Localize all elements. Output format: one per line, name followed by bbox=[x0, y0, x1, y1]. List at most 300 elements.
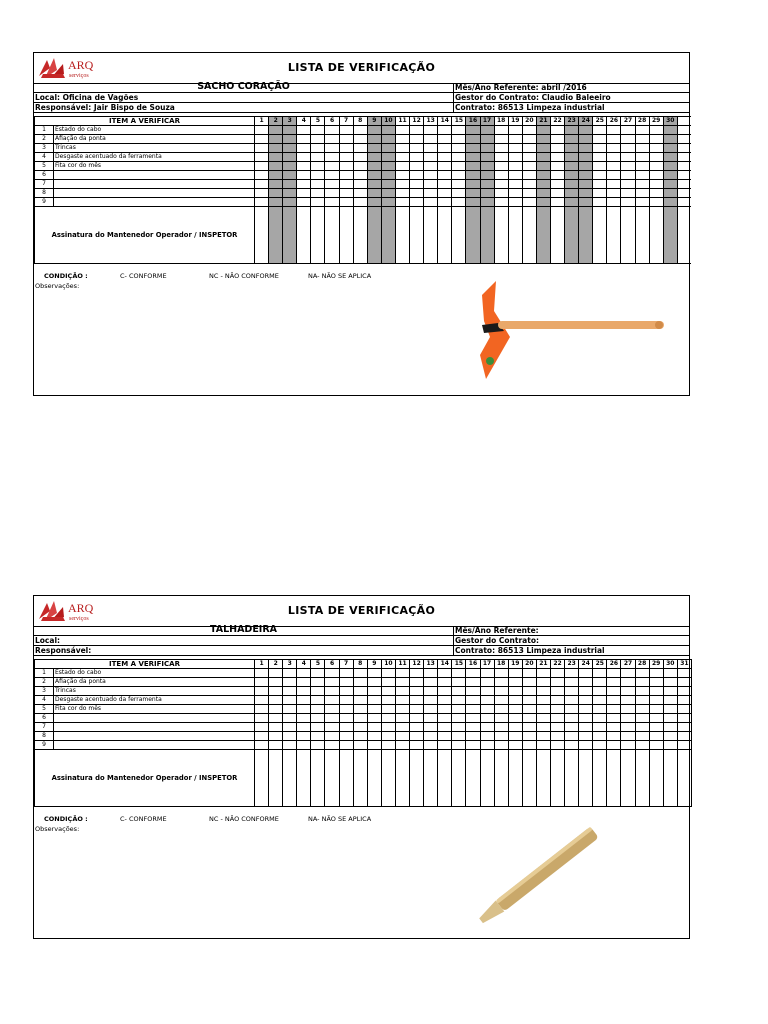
check-cell[interactable] bbox=[269, 723, 283, 732]
check-cell[interactable] bbox=[395, 732, 409, 741]
check-cell[interactable] bbox=[269, 171, 283, 180]
signature-cell[interactable] bbox=[663, 750, 677, 807]
check-cell[interactable] bbox=[522, 144, 536, 153]
check-cell[interactable] bbox=[353, 189, 367, 198]
signature-cell[interactable] bbox=[621, 207, 635, 264]
check-cell[interactable] bbox=[283, 705, 297, 714]
check-cell[interactable] bbox=[381, 723, 395, 732]
signature-cell[interactable] bbox=[508, 207, 522, 264]
check-cell[interactable] bbox=[381, 705, 395, 714]
check-cell[interactable] bbox=[381, 741, 395, 750]
check-cell[interactable] bbox=[325, 153, 339, 162]
check-cell[interactable] bbox=[438, 135, 452, 144]
check-cell[interactable] bbox=[635, 687, 649, 696]
check-cell[interactable] bbox=[311, 162, 325, 171]
check-cell[interactable] bbox=[677, 714, 691, 723]
check-cell[interactable] bbox=[283, 171, 297, 180]
check-cell[interactable] bbox=[621, 714, 635, 723]
check-cell[interactable] bbox=[494, 714, 508, 723]
check-cell[interactable] bbox=[297, 162, 311, 171]
signature-cell[interactable] bbox=[607, 750, 621, 807]
signature-cell[interactable] bbox=[480, 207, 494, 264]
check-cell[interactable] bbox=[508, 171, 522, 180]
check-cell[interactable] bbox=[438, 126, 452, 135]
check-cell[interactable] bbox=[621, 741, 635, 750]
signature-cell[interactable] bbox=[353, 207, 367, 264]
check-cell[interactable] bbox=[297, 723, 311, 732]
check-cell[interactable] bbox=[297, 687, 311, 696]
check-cell[interactable] bbox=[593, 741, 607, 750]
check-cell[interactable] bbox=[255, 198, 269, 207]
signature-cell[interactable] bbox=[565, 750, 579, 807]
check-cell[interactable] bbox=[522, 696, 536, 705]
signature-cell[interactable] bbox=[593, 207, 607, 264]
check-cell[interactable] bbox=[565, 669, 579, 678]
check-cell[interactable] bbox=[635, 162, 649, 171]
check-cell[interactable] bbox=[452, 126, 466, 135]
check-cell[interactable] bbox=[325, 162, 339, 171]
check-cell[interactable] bbox=[424, 732, 438, 741]
check-cell[interactable] bbox=[593, 714, 607, 723]
check-cell[interactable] bbox=[536, 723, 550, 732]
signature-cell[interactable] bbox=[649, 750, 663, 807]
signature-cell[interactable] bbox=[438, 750, 452, 807]
check-cell[interactable] bbox=[410, 714, 424, 723]
check-cell[interactable] bbox=[410, 732, 424, 741]
check-cell[interactable] bbox=[325, 669, 339, 678]
check-cell[interactable] bbox=[522, 153, 536, 162]
check-cell[interactable] bbox=[311, 678, 325, 687]
check-cell[interactable] bbox=[339, 135, 353, 144]
check-cell[interactable] bbox=[565, 144, 579, 153]
signature-cell[interactable] bbox=[649, 207, 663, 264]
check-cell[interactable] bbox=[607, 687, 621, 696]
check-cell[interactable] bbox=[550, 171, 564, 180]
check-cell[interactable] bbox=[565, 189, 579, 198]
signature-cell[interactable] bbox=[607, 207, 621, 264]
check-cell[interactable] bbox=[579, 696, 593, 705]
check-cell[interactable] bbox=[452, 153, 466, 162]
check-cell[interactable] bbox=[536, 741, 550, 750]
check-cell[interactable] bbox=[607, 678, 621, 687]
check-cell[interactable] bbox=[635, 678, 649, 687]
check-cell[interactable] bbox=[635, 705, 649, 714]
check-cell[interactable] bbox=[621, 687, 635, 696]
check-cell[interactable] bbox=[353, 705, 367, 714]
check-cell[interactable] bbox=[297, 171, 311, 180]
signature-cell[interactable] bbox=[283, 750, 297, 807]
check-cell[interactable] bbox=[607, 144, 621, 153]
check-cell[interactable] bbox=[522, 162, 536, 171]
check-cell[interactable] bbox=[339, 723, 353, 732]
check-cell[interactable] bbox=[269, 189, 283, 198]
check-cell[interactable] bbox=[395, 153, 409, 162]
check-cell[interactable] bbox=[339, 144, 353, 153]
signature-cell[interactable] bbox=[269, 207, 283, 264]
check-cell[interactable] bbox=[367, 198, 381, 207]
check-cell[interactable] bbox=[480, 741, 494, 750]
check-cell[interactable] bbox=[677, 705, 691, 714]
check-cell[interactable] bbox=[255, 153, 269, 162]
check-cell[interactable] bbox=[579, 669, 593, 678]
check-cell[interactable] bbox=[395, 144, 409, 153]
signature-cell[interactable] bbox=[579, 207, 593, 264]
check-cell[interactable] bbox=[663, 162, 677, 171]
signature-cell[interactable] bbox=[677, 750, 691, 807]
check-cell[interactable] bbox=[579, 687, 593, 696]
check-cell[interactable] bbox=[494, 180, 508, 189]
check-cell[interactable] bbox=[325, 714, 339, 723]
check-cell[interactable] bbox=[635, 171, 649, 180]
check-cell[interactable] bbox=[522, 198, 536, 207]
check-cell[interactable] bbox=[395, 162, 409, 171]
check-cell[interactable] bbox=[311, 741, 325, 750]
check-cell[interactable] bbox=[325, 180, 339, 189]
check-cell[interactable] bbox=[565, 714, 579, 723]
check-cell[interactable] bbox=[508, 678, 522, 687]
check-cell[interactable] bbox=[480, 723, 494, 732]
check-cell[interactable] bbox=[565, 171, 579, 180]
signature-cell[interactable] bbox=[395, 750, 409, 807]
check-cell[interactable] bbox=[339, 180, 353, 189]
check-cell[interactable] bbox=[649, 696, 663, 705]
check-cell[interactable] bbox=[663, 687, 677, 696]
check-cell[interactable] bbox=[607, 696, 621, 705]
check-cell[interactable] bbox=[522, 135, 536, 144]
check-cell[interactable] bbox=[311, 171, 325, 180]
check-cell[interactable] bbox=[593, 135, 607, 144]
check-cell[interactable] bbox=[593, 153, 607, 162]
check-cell[interactable] bbox=[635, 126, 649, 135]
check-cell[interactable] bbox=[452, 144, 466, 153]
check-cell[interactable] bbox=[522, 126, 536, 135]
check-cell[interactable] bbox=[508, 669, 522, 678]
check-cell[interactable] bbox=[452, 180, 466, 189]
check-cell[interactable] bbox=[649, 180, 663, 189]
check-cell[interactable] bbox=[635, 135, 649, 144]
check-cell[interactable] bbox=[565, 162, 579, 171]
check-cell[interactable] bbox=[522, 741, 536, 750]
check-cell[interactable] bbox=[550, 732, 564, 741]
check-cell[interactable] bbox=[508, 687, 522, 696]
signature-cell[interactable] bbox=[438, 207, 452, 264]
check-cell[interactable] bbox=[649, 162, 663, 171]
check-cell[interactable] bbox=[508, 198, 522, 207]
check-cell[interactable] bbox=[593, 198, 607, 207]
check-cell[interactable] bbox=[269, 741, 283, 750]
check-cell[interactable] bbox=[579, 144, 593, 153]
check-cell[interactable] bbox=[424, 153, 438, 162]
check-cell[interactable] bbox=[339, 171, 353, 180]
check-cell[interactable] bbox=[550, 126, 564, 135]
check-cell[interactable] bbox=[410, 687, 424, 696]
check-cell[interactable] bbox=[508, 162, 522, 171]
check-cell[interactable] bbox=[325, 687, 339, 696]
check-cell[interactable] bbox=[269, 135, 283, 144]
check-cell[interactable] bbox=[494, 126, 508, 135]
check-cell[interactable] bbox=[438, 741, 452, 750]
signature-cell[interactable] bbox=[621, 750, 635, 807]
check-cell[interactable] bbox=[339, 678, 353, 687]
check-cell[interactable] bbox=[663, 741, 677, 750]
check-cell[interactable] bbox=[297, 696, 311, 705]
check-cell[interactable] bbox=[466, 171, 480, 180]
check-cell[interactable] bbox=[410, 723, 424, 732]
check-cell[interactable] bbox=[494, 696, 508, 705]
check-cell[interactable] bbox=[593, 732, 607, 741]
signature-cell[interactable] bbox=[311, 207, 325, 264]
signature-cell[interactable] bbox=[353, 750, 367, 807]
check-cell[interactable] bbox=[508, 180, 522, 189]
check-cell[interactable] bbox=[663, 189, 677, 198]
check-cell[interactable] bbox=[325, 696, 339, 705]
check-cell[interactable] bbox=[593, 687, 607, 696]
check-cell[interactable] bbox=[607, 714, 621, 723]
check-cell[interactable] bbox=[353, 678, 367, 687]
check-cell[interactable] bbox=[452, 171, 466, 180]
check-cell[interactable] bbox=[621, 144, 635, 153]
check-cell[interactable] bbox=[381, 135, 395, 144]
check-cell[interactable] bbox=[339, 153, 353, 162]
check-cell[interactable] bbox=[367, 678, 381, 687]
check-cell[interactable] bbox=[635, 153, 649, 162]
check-cell[interactable] bbox=[565, 732, 579, 741]
check-cell[interactable] bbox=[353, 180, 367, 189]
check-cell[interactable] bbox=[381, 126, 395, 135]
check-cell[interactable] bbox=[367, 189, 381, 198]
check-cell[interactable] bbox=[325, 171, 339, 180]
check-cell[interactable] bbox=[325, 732, 339, 741]
check-cell[interactable] bbox=[395, 198, 409, 207]
check-cell[interactable] bbox=[579, 678, 593, 687]
signature-cell[interactable] bbox=[297, 207, 311, 264]
check-cell[interactable] bbox=[466, 714, 480, 723]
check-cell[interactable] bbox=[466, 153, 480, 162]
check-cell[interactable] bbox=[635, 714, 649, 723]
signature-cell[interactable] bbox=[269, 750, 283, 807]
check-cell[interactable] bbox=[522, 714, 536, 723]
check-cell[interactable] bbox=[663, 153, 677, 162]
check-cell[interactable] bbox=[255, 162, 269, 171]
check-cell[interactable] bbox=[579, 189, 593, 198]
check-cell[interactable] bbox=[311, 696, 325, 705]
check-cell[interactable] bbox=[663, 171, 677, 180]
check-cell[interactable] bbox=[607, 669, 621, 678]
check-cell[interactable] bbox=[255, 171, 269, 180]
check-cell[interactable] bbox=[255, 714, 269, 723]
signature-cell[interactable] bbox=[311, 750, 325, 807]
check-cell[interactable] bbox=[480, 171, 494, 180]
check-cell[interactable] bbox=[311, 732, 325, 741]
check-cell[interactable] bbox=[607, 189, 621, 198]
signature-cell[interactable] bbox=[635, 207, 649, 264]
check-cell[interactable] bbox=[635, 198, 649, 207]
check-cell[interactable] bbox=[452, 696, 466, 705]
check-cell[interactable] bbox=[550, 705, 564, 714]
check-cell[interactable] bbox=[325, 189, 339, 198]
check-cell[interactable] bbox=[353, 669, 367, 678]
check-cell[interactable] bbox=[508, 732, 522, 741]
check-cell[interactable] bbox=[424, 198, 438, 207]
signature-cell[interactable] bbox=[550, 750, 564, 807]
check-cell[interactable] bbox=[649, 732, 663, 741]
check-cell[interactable] bbox=[353, 144, 367, 153]
check-cell[interactable] bbox=[438, 162, 452, 171]
check-cell[interactable] bbox=[339, 714, 353, 723]
signature-cell[interactable] bbox=[466, 750, 480, 807]
check-cell[interactable] bbox=[565, 741, 579, 750]
check-cell[interactable] bbox=[635, 696, 649, 705]
check-cell[interactable] bbox=[550, 198, 564, 207]
check-cell[interactable] bbox=[367, 162, 381, 171]
check-cell[interactable] bbox=[395, 126, 409, 135]
signature-cell[interactable] bbox=[452, 750, 466, 807]
check-cell[interactable] bbox=[339, 198, 353, 207]
check-cell[interactable] bbox=[410, 144, 424, 153]
check-cell[interactable] bbox=[424, 162, 438, 171]
check-cell[interactable] bbox=[269, 696, 283, 705]
check-cell[interactable] bbox=[494, 741, 508, 750]
check-cell[interactable] bbox=[663, 705, 677, 714]
check-cell[interactable] bbox=[466, 180, 480, 189]
check-cell[interactable] bbox=[649, 705, 663, 714]
check-cell[interactable] bbox=[297, 669, 311, 678]
check-cell[interactable] bbox=[283, 696, 297, 705]
check-cell[interactable] bbox=[311, 126, 325, 135]
check-cell[interactable] bbox=[522, 687, 536, 696]
signature-cell[interactable] bbox=[452, 207, 466, 264]
check-cell[interactable] bbox=[438, 696, 452, 705]
check-cell[interactable] bbox=[536, 135, 550, 144]
check-cell[interactable] bbox=[297, 741, 311, 750]
check-cell[interactable] bbox=[663, 198, 677, 207]
check-cell[interactable] bbox=[494, 732, 508, 741]
check-cell[interactable] bbox=[621, 180, 635, 189]
check-cell[interactable] bbox=[649, 189, 663, 198]
signature-cell[interactable] bbox=[424, 207, 438, 264]
check-cell[interactable] bbox=[269, 162, 283, 171]
signature-cell[interactable] bbox=[466, 207, 480, 264]
signature-cell[interactable] bbox=[480, 750, 494, 807]
check-cell[interactable] bbox=[550, 687, 564, 696]
check-cell[interactable] bbox=[255, 696, 269, 705]
check-cell[interactable] bbox=[283, 135, 297, 144]
check-cell[interactable] bbox=[325, 144, 339, 153]
check-cell[interactable] bbox=[367, 741, 381, 750]
check-cell[interactable] bbox=[339, 669, 353, 678]
check-cell[interactable] bbox=[522, 705, 536, 714]
check-cell[interactable] bbox=[480, 687, 494, 696]
check-cell[interactable] bbox=[522, 189, 536, 198]
check-cell[interactable] bbox=[663, 678, 677, 687]
check-cell[interactable] bbox=[311, 687, 325, 696]
check-cell[interactable] bbox=[593, 696, 607, 705]
check-cell[interactable] bbox=[452, 135, 466, 144]
check-cell[interactable] bbox=[297, 678, 311, 687]
check-cell[interactable] bbox=[635, 180, 649, 189]
check-cell[interactable] bbox=[494, 171, 508, 180]
check-cell[interactable] bbox=[565, 705, 579, 714]
check-cell[interactable] bbox=[607, 198, 621, 207]
check-cell[interactable] bbox=[508, 714, 522, 723]
check-cell[interactable] bbox=[438, 144, 452, 153]
check-cell[interactable] bbox=[311, 723, 325, 732]
signature-cell[interactable] bbox=[255, 750, 269, 807]
check-cell[interactable] bbox=[677, 732, 691, 741]
check-cell[interactable] bbox=[607, 732, 621, 741]
check-cell[interactable] bbox=[593, 669, 607, 678]
signature-cell[interactable] bbox=[424, 750, 438, 807]
check-cell[interactable] bbox=[494, 705, 508, 714]
signature-cell[interactable] bbox=[367, 750, 381, 807]
check-cell[interactable] bbox=[367, 732, 381, 741]
signature-cell[interactable] bbox=[494, 207, 508, 264]
check-cell[interactable] bbox=[677, 678, 691, 687]
check-cell[interactable] bbox=[269, 678, 283, 687]
check-cell[interactable] bbox=[410, 198, 424, 207]
check-cell[interactable] bbox=[395, 135, 409, 144]
check-cell[interactable] bbox=[452, 198, 466, 207]
check-cell[interactable] bbox=[466, 732, 480, 741]
check-cell[interactable] bbox=[494, 687, 508, 696]
check-cell[interactable] bbox=[621, 678, 635, 687]
check-cell[interactable] bbox=[438, 732, 452, 741]
check-cell[interactable] bbox=[621, 198, 635, 207]
check-cell[interactable] bbox=[452, 705, 466, 714]
check-cell[interactable] bbox=[424, 714, 438, 723]
check-cell[interactable] bbox=[367, 153, 381, 162]
signature-cell[interactable] bbox=[381, 207, 395, 264]
check-cell[interactable] bbox=[339, 126, 353, 135]
check-cell[interactable] bbox=[410, 180, 424, 189]
check-cell[interactable] bbox=[438, 180, 452, 189]
check-cell[interactable] bbox=[325, 705, 339, 714]
check-cell[interactable] bbox=[381, 180, 395, 189]
check-cell[interactable] bbox=[550, 696, 564, 705]
check-cell[interactable] bbox=[395, 696, 409, 705]
check-cell[interactable] bbox=[522, 669, 536, 678]
check-cell[interactable] bbox=[410, 153, 424, 162]
check-cell[interactable] bbox=[621, 126, 635, 135]
check-cell[interactable] bbox=[536, 162, 550, 171]
check-cell[interactable] bbox=[508, 696, 522, 705]
check-cell[interactable] bbox=[325, 198, 339, 207]
signature-cell[interactable] bbox=[508, 750, 522, 807]
check-cell[interactable] bbox=[649, 687, 663, 696]
signature-cell[interactable] bbox=[522, 207, 536, 264]
check-cell[interactable] bbox=[283, 153, 297, 162]
check-cell[interactable] bbox=[466, 669, 480, 678]
check-cell[interactable] bbox=[480, 696, 494, 705]
check-cell[interactable] bbox=[480, 162, 494, 171]
check-cell[interactable] bbox=[381, 714, 395, 723]
check-cell[interactable] bbox=[663, 696, 677, 705]
check-cell[interactable] bbox=[367, 180, 381, 189]
check-cell[interactable] bbox=[424, 135, 438, 144]
check-cell[interactable] bbox=[255, 741, 269, 750]
check-cell[interactable] bbox=[367, 714, 381, 723]
check-cell[interactable] bbox=[283, 180, 297, 189]
check-cell[interactable] bbox=[607, 135, 621, 144]
check-cell[interactable] bbox=[283, 144, 297, 153]
check-cell[interactable] bbox=[522, 171, 536, 180]
check-cell[interactable] bbox=[607, 126, 621, 135]
check-cell[interactable] bbox=[395, 180, 409, 189]
check-cell[interactable] bbox=[649, 171, 663, 180]
check-cell[interactable] bbox=[536, 198, 550, 207]
check-cell[interactable] bbox=[297, 198, 311, 207]
check-cell[interactable] bbox=[536, 732, 550, 741]
